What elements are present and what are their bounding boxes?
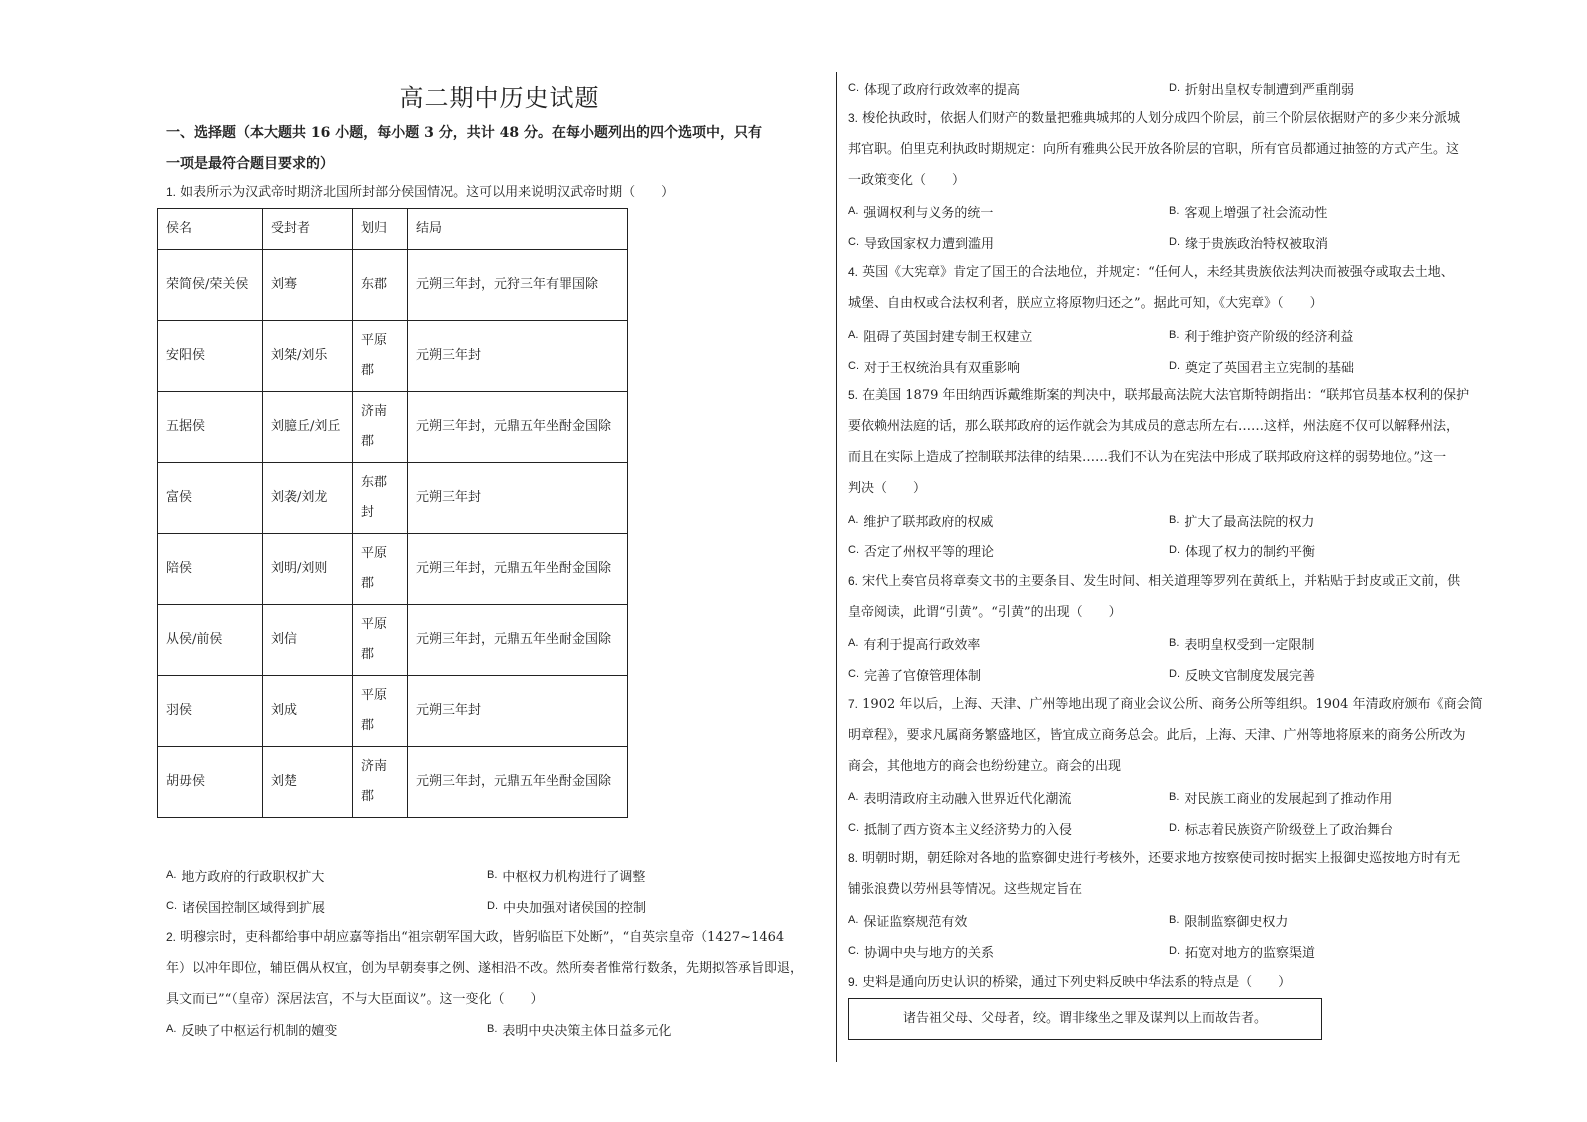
table-row <box>158 392 628 463</box>
question-2-stem <box>166 922 784 953</box>
table-cell: 平原郡 <box>353 605 408 676</box>
option-letter: C. <box>848 945 859 957</box>
option-text: 限制监察御史权力 <box>1184 915 1289 930</box>
question-text: 明穆宗时，吏科都给事中胡应嘉等指出“祖宗朝军国大政，皆躬临臣下处断”，“自英宗皇帝（1427~1464 <box>180 930 785 945</box>
table-header-row <box>158 209 628 250</box>
option-c <box>848 941 994 964</box>
option-text: 折射出皇权专制遭到严重削弱 <box>1185 83 1355 98</box>
table-row <box>158 676 628 747</box>
option-letter: A. <box>848 205 859 217</box>
option-c <box>848 78 1020 101</box>
option-letter: A. <box>848 329 859 341</box>
option-letter: C. <box>848 82 859 94</box>
column-divider <box>836 72 837 1062</box>
option-letter: D. <box>1169 82 1180 94</box>
section-heading <box>166 118 826 180</box>
option-a <box>848 787 1071 810</box>
option-c <box>848 818 1072 841</box>
option-letter: D. <box>487 900 498 912</box>
option-letter: C. <box>848 668 859 680</box>
option-d <box>487 896 646 919</box>
page-title: 高二期中历史试题 <box>399 84 600 112</box>
table-cell: 刘明/刘则 <box>263 534 353 605</box>
section-heading-line2: 一项是最符合题目要求的） <box>166 156 334 172</box>
question-5-stem <box>848 380 1469 411</box>
option-b <box>1169 325 1353 348</box>
option-text: 扩大了最高法院的权力 <box>1184 515 1315 530</box>
option-d <box>1169 356 1354 379</box>
option-letter: C. <box>848 360 859 372</box>
option-letter: A. <box>848 791 859 803</box>
question-8-line: 铺张浪费以劳州县等情况。这些规定旨在 <box>848 882 1083 897</box>
table-cell: 富侯 <box>158 463 263 534</box>
question-3-line: 一政策变化（ ） <box>848 173 966 188</box>
option-text: 保证监察规范有效 <box>863 915 968 930</box>
option-letter: A. <box>166 1023 177 1035</box>
question-4-line: 城堡、自由权或合法权利者，朕应立将原物归还之”。据此可知，《大宪章》（ ） <box>848 296 1323 311</box>
table-cell: 元朔三年封 <box>408 321 628 392</box>
question-2-line: 具文而已”“（皇帝）深居法宫，不与大臣面议”。这一变化（ ） <box>166 992 544 1007</box>
option-text: 拓宽对地方的监察渠道 <box>1185 946 1316 961</box>
question-number: 5. <box>848 388 859 402</box>
option-letter: D. <box>1169 822 1180 834</box>
table-cell: 元朔三年封，元鼎五年坐酎金国除 <box>408 392 628 463</box>
question-3-line: 邦官职。伯里克利执政时期规定：向所有雅典公民开放各阶层的官职，所有官员都通过抽签的方式产生。这 <box>848 142 1460 157</box>
option-letter: A. <box>848 914 859 926</box>
table-cell: 刘楚 <box>263 747 353 818</box>
table-cell: 元朔三年封，元鼎五年坐酎金国除 <box>408 534 628 605</box>
option-text: 缘于贵族政治特权被取消 <box>1185 237 1329 252</box>
table-cell: 刘桀/刘乐 <box>263 321 353 392</box>
option-text: 体现了权力的制约平衡 <box>1185 545 1316 560</box>
option-text: 客观上增强了社会流动性 <box>1184 206 1328 221</box>
table-cell: 刘臆丘/刘丘 <box>263 392 353 463</box>
question-text: 英国《大宪章》肯定了国王的合法地位，并规定：“任何人，未经其贵族依法判决而被强夺或取去土地、 <box>862 265 1454 280</box>
table-cell: 济南郡 <box>353 392 408 463</box>
option-text: 体现了政府行政效率的提高 <box>864 83 1021 98</box>
question-5-line: 而且在实际上造成了控制联邦法律的结果……我们不认为在宪法中形成了联邦政府这样的弱势地位。”这一 <box>848 450 1447 465</box>
table-cell: 刘信 <box>263 605 353 676</box>
option-text: 奠定了英国君主立宪制的基础 <box>1185 361 1355 376</box>
table-row <box>158 605 628 676</box>
question-6-stem <box>848 566 1460 597</box>
option-letter: A. <box>848 637 859 649</box>
section-heading-line1: 一、选择题（本大题共 16 小题，每小题 3 分，共计 48 分。在每小题列出的四个选项中，只有 <box>166 125 762 141</box>
option-a <box>166 1019 337 1042</box>
option-text: 中枢权力机构进行了调整 <box>502 870 646 885</box>
option-d <box>1169 664 1315 687</box>
question-number: 2. <box>166 930 177 944</box>
table-cell: 东郡 <box>353 250 408 321</box>
option-d <box>1169 818 1393 841</box>
option-a <box>848 633 980 656</box>
option-letter: B. <box>1169 791 1180 803</box>
option-letter: B. <box>1169 514 1180 526</box>
option-b <box>1169 910 1288 933</box>
option-text: 地方政府的行政职权扩大 <box>181 870 325 885</box>
option-text: 抵制了西方资本主义经济势力的入侵 <box>864 823 1073 838</box>
option-letter: B. <box>1169 329 1180 341</box>
table-cell: 刘袭/刘龙 <box>263 463 353 534</box>
table-header-cell: 受封者 <box>263 209 353 250</box>
table-cell: 元朔三年封 <box>408 676 628 747</box>
question-text: 在美国 1879 年田纳西诉戴维斯案的判决中，联邦最高法院大法官斯特朗指出：“联邦官员基本权利的保护 <box>862 388 1470 403</box>
question-9-stem <box>848 967 1291 998</box>
table-cell: 从侯/前侯 <box>158 605 263 676</box>
option-text: 反映文官制度发展完善 <box>1185 669 1316 684</box>
option-letter: A. <box>166 869 177 881</box>
option-a <box>166 865 324 888</box>
source-quote-box <box>848 998 1322 1040</box>
option-text: 对民族工商业的发展起到了推动作用 <box>1184 792 1393 807</box>
question-number: 6. <box>848 574 859 588</box>
question-text: 如表所示为汉武帝时期济北国所封部分侯国情况。这可以用来说明汉武帝时期（ ） <box>180 185 675 200</box>
option-c <box>848 664 981 687</box>
question-text: 梭伦执政时，依据人们财产的数量把雅典城邦的人划分成四个阶层，前三个阶层依据财产的多少来分派城 <box>862 111 1461 126</box>
option-b <box>1169 787 1392 810</box>
table-header-cell: 侯名 <box>158 209 263 250</box>
option-letter: A. <box>848 514 859 526</box>
question-4-stem <box>848 257 1454 288</box>
table-cell: 元朔三年封，元狩三年有罪国除 <box>408 250 628 321</box>
option-letter: B. <box>1169 205 1180 217</box>
fief-table <box>157 208 628 818</box>
option-text: 强调权利与义务的统一 <box>863 206 994 221</box>
option-text: 对于王权统治具有双重影响 <box>864 361 1021 376</box>
option-b <box>1169 633 1314 656</box>
option-letter: B. <box>487 1023 498 1035</box>
question-number: 4. <box>848 265 859 279</box>
option-text: 标志着民族资产阶级登上了政治舞台 <box>1185 823 1394 838</box>
option-b <box>487 865 645 888</box>
option-letter: B. <box>1169 637 1180 649</box>
option-d <box>1169 540 1315 563</box>
question-7-line: 商会，其他地方的商会也纷纷建立。商会的出现 <box>848 759 1122 774</box>
option-text: 表明皇权受到一定限制 <box>1184 638 1315 653</box>
option-letter: D. <box>1169 668 1180 680</box>
table-row <box>158 463 628 534</box>
question-2-line: 年）以冲年即位，辅臣偶从权宜，创为早朝奏事之例、遂相沿不改。然所奏者惟常行数条，先期拟答承旨即退， <box>166 961 804 976</box>
question-text: 明朝时期，朝廷除对各地的监察御史进行考核外，还要求地方按察使司按时据实上报御史巡按地方时有无 <box>862 851 1461 866</box>
question-5-line: 要依赖州法庭的话，那么联邦政府的运作就会为其成员的意志所左右……这样，州法庭不仅可以解释州法， <box>848 419 1460 434</box>
option-a <box>848 910 967 933</box>
option-b <box>1169 510 1314 533</box>
option-text: 否定了州权平等的理论 <box>864 545 995 560</box>
option-text: 完善了官僚管理体制 <box>864 669 982 684</box>
option-d <box>1169 78 1354 101</box>
question-1-stem <box>166 177 674 208</box>
option-letter: D. <box>1169 236 1180 248</box>
question-5-line: 判决（ ） <box>848 481 927 496</box>
question-6-line: 皇帝阅读，此谓“引黄”。“引黄”的出现（ ） <box>848 605 1122 620</box>
question-7-stem <box>848 689 1483 720</box>
table-header-cell: 划归 <box>353 209 408 250</box>
table-cell: 平原郡 <box>353 321 408 392</box>
table-cell: 五据侯 <box>158 392 263 463</box>
option-a <box>848 201 993 224</box>
option-text: 表明清政府主动融入世界近代化潮流 <box>863 792 1072 807</box>
option-c <box>848 232 994 255</box>
option-text: 表明中央决策主体日益多元化 <box>502 1024 672 1039</box>
option-text: 中央加强对诸侯国的控制 <box>503 901 647 916</box>
table-cell: 元朔三年封 <box>408 463 628 534</box>
option-a <box>848 325 1032 348</box>
table-cell: 东郡封 <box>353 463 408 534</box>
option-b <box>487 1019 671 1042</box>
option-letter: B. <box>487 869 498 881</box>
question-8-stem <box>848 843 1460 874</box>
table-cell: 元朔三年封，元鼎五年坐酎金国除 <box>408 747 628 818</box>
option-letter: D. <box>1169 945 1180 957</box>
table-header-cell: 结局 <box>408 209 628 250</box>
table-row <box>158 250 628 321</box>
option-text: 诸侯国控制区域得到扩展 <box>182 901 326 916</box>
option-c <box>848 356 1020 379</box>
question-number: 1. <box>166 185 177 199</box>
table-cell: 平原郡 <box>353 676 408 747</box>
question-text: 史料是通向历史认识的桥梁，通过下列史料反映中华法系的特点是（ ） <box>862 975 1292 990</box>
option-d <box>1169 232 1328 255</box>
question-number: 9. <box>848 975 859 989</box>
option-a <box>848 510 993 533</box>
option-c <box>848 540 994 563</box>
option-letter: C. <box>848 544 859 556</box>
option-text: 利于维护资产阶级的经济利益 <box>1184 330 1354 345</box>
option-text: 有利于提高行政效率 <box>863 638 981 653</box>
table-row <box>158 747 628 818</box>
table-cell: 陪侯 <box>158 534 263 605</box>
table-cell: 刘骞 <box>263 250 353 321</box>
option-text: 协调中央与地方的关系 <box>864 946 995 961</box>
table-cell: 胡毋侯 <box>158 747 263 818</box>
question-number: 3. <box>848 111 859 125</box>
table-row <box>158 321 628 392</box>
table-cell: 元朔三年封，元鼎五年坐耐金国除 <box>408 605 628 676</box>
table-cell: 荣简侯/荣关侯 <box>158 250 263 321</box>
option-letter: C. <box>848 236 859 248</box>
option-letter: C. <box>166 900 177 912</box>
table-cell: 安阳侯 <box>158 321 263 392</box>
table-cell: 平原郡 <box>353 534 408 605</box>
option-c <box>166 896 325 919</box>
option-text: 维护了联邦政府的权威 <box>863 515 994 530</box>
question-text: 宋代上奏官员将章奏文书的主要条目、发生时间、相关道理等罗列在黄纸上，并粘贴于封皮或正文前，供 <box>862 574 1461 589</box>
option-d <box>1169 941 1315 964</box>
question-7-line: 明章程》，要求凡属商务繁盛地区，皆宜成立商务总会。此后，上海、天津、广州等地将原来的商务公所改为 <box>848 728 1466 743</box>
question-number: 7. <box>848 697 859 711</box>
question-text: 1902 年以后，上海、天津、广州等地出现了商业会议公所、商务公所等组织。1904 年清政府颁布《商会简 <box>862 697 1483 712</box>
table-cell: 羽侯 <box>158 676 263 747</box>
option-letter: D. <box>1169 544 1180 556</box>
table-cell: 济南郡 <box>353 747 408 818</box>
option-text: 阻碍了英国封建专制王权建立 <box>863 330 1033 345</box>
option-text: 导致国家权力遭到滥用 <box>864 237 995 252</box>
option-letter: D. <box>1169 360 1180 372</box>
option-text: 反映了中枢运行机制的嬗变 <box>181 1024 338 1039</box>
table-row <box>158 534 628 605</box>
question-number: 8. <box>848 851 859 865</box>
option-letter: B. <box>1169 914 1180 926</box>
question-3-stem <box>848 103 1460 134</box>
option-letter: C. <box>848 822 859 834</box>
source-quote-text: 诸告祖父母、父母者，绞。谓非缘坐之罪及谋判以上而故告者。 <box>902 1011 1267 1026</box>
option-b <box>1169 201 1327 224</box>
table-cell: 刘成 <box>263 676 353 747</box>
